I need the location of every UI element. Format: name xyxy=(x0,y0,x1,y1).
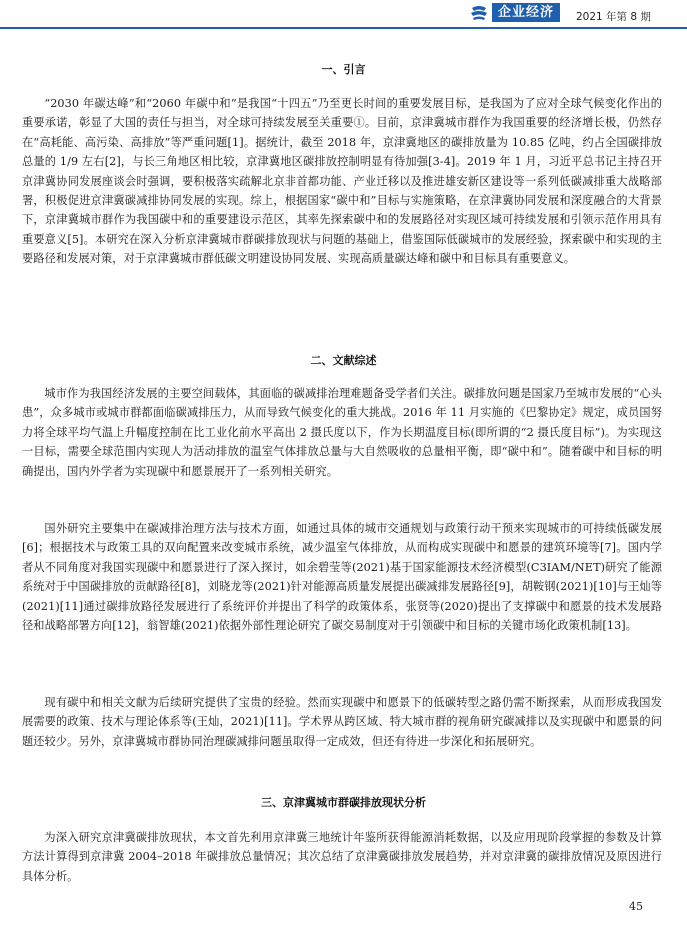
issue-label: 2021 年第 8 期 xyxy=(576,11,651,23)
page-header xyxy=(0,0,687,30)
section-heading-introduction: 一、引言 xyxy=(321,63,366,76)
paragraph-introduction: “2030 年碳达峰”和“2060 年碳中和”是我国“十四五”乃至更长时间的重要发展目标，是我国为了应对全球气候变化作出的重要承诺，彰显了大国的责任与担当，对全球可持续发展至关重要①。目前，京津冀城市群作为我国重要的经济增长极，仍然存在“高耗能、高污染、高排放”等严重问题[1]。据统计，截至 2018 年，京津冀地区的碳排放量为 10.85 亿吨，约占全国碳排放总量的 1/9 左右[2]，与长三角地区相比较，京津冀地区碳排放控制明显有待加强[3-4]。2019 年 1 月，习近平总书记主持召开京津冀协同发展座谈会时强调，要积极落实疏解北京非首都功能、产业迁移以及推进雄安新区建设等一系列低碳减排重大战略部署，积极促进京津冀碳减排协同发展的实现。综上，根据国家“碳中和”目标与实施策略，在京津冀协同发展和深度融合的大背景下，京津冀城市群作为我国碳中和的重要建设示范区，其率先探索碳中和的发展路径对实现区域可持续发展和引领示范作用具有重要意义[5]。本研究在深入分析京津冀城市群碳排放现状与问题的基础上，借鉴国际低碳城市的发展经验，探索碳中和实现的主要路径和发展对策，对于京津冀城市群低碳文明建设协同发展、实现高质量碳达峰和碳中和目标具有重要意义。 xyxy=(22,97,662,266)
paragraph-emission-analysis: 为深入研究京津冀碳排放现状，本文首先利用京津冀三地统计年鉴所获得能源消耗数据，以及应用现阶段掌握的参数及计算方法计算得到京津冀 2004–2018 年碳排放总量情况；其次总结了京津冀碳排放发展趋势，并对京津冀的碳排放情况及原因进行具体分析。 xyxy=(22,831,662,883)
journal-emblem-icon xyxy=(470,5,488,21)
section-heading-emission-analysis: 三、京津冀城市群碳排放现状分析 xyxy=(261,796,426,809)
journal-name: 企业经济 xyxy=(492,3,560,22)
page-number: 45 xyxy=(629,900,643,913)
paragraph-literature-3: 现有碳中和相关文献为后续研究提供了宝贵的经验。然而实现碳中和愿景下的低碳转型之路仍需不断探索，从而形成我国发展需要的政策、技术与理论体系等(王灿，2021)[11]。学术界从跨区域、特大城市群的视角研究碳减排以及实现碳中和愿景的问题还较少。另外，京津冀城市群协同治理碳减排问题虽取得一定成效，但还有待进一步深化和拓展研究。 xyxy=(22,696,662,748)
paragraph-literature-2: 国外研究主要集中在碳减排治理方法与技术方面，如通过具体的城市交通规划与政策行动干预来实现城市的可持续低碳发展[6]；根据技术与政策工具的双向配置来改变城市系统，减少温室气体排放，从而构成实现碳中和愿景的建筑环境等[7]。国内学者从不同角度对我国实现碳中和愿景进行了深入探讨，如余碧莹等(2021)基于国家能源技术经济模型(C3IAM/NET)研究了能源系统对于中国碳排放的贡献路径[8]，刘晓龙等(2021)针对能源高质量发展提出碳减排发展路径[9]，胡鞍钢(2021)[10]与王灿等(2021)[11]通过碳排放路径发展进行了系统评价并提出了科学的政策体系，张贤等(2020)提出了支撑碳中和愿景的技术发展路径和战略部署方向[12]，翁智雄(2021)依据外部性理论研究了碳交易制度对于引领碳中和目标的关键市场化政策机制[13]。 xyxy=(22,522,662,633)
section-heading-literature-review: 二、文献综述 xyxy=(310,354,377,367)
header-rule xyxy=(0,27,687,29)
paragraph-literature-1: 城市作为我国经济发展的主要空间载体，其面临的碳减排治理难题备受学者们关注。碳排放问题是国家乃至城市发展的“心头患”，众多城市或城市群都面临碳减排压力，从而导致气候变化的重大挑战。2016 年 11 月实施的《巴黎协定》规定，成员国努力将全球平均气温上升幅度控制在比工业化前水平高出 2 摄氏度以下，作为长期温度目标(即所谓的“2 摄氏度目标”)。为实现这一目标，需要全球范围内实现人为活动排放的温室气体排放总量与大自然吸收的总量相平衡，即“碳中和”。随着碳中和目标的明确提出，国内外学者为实现碳中和愿景展开了一系列相关研究。 xyxy=(22,387,662,478)
journal-logo xyxy=(470,3,560,22)
